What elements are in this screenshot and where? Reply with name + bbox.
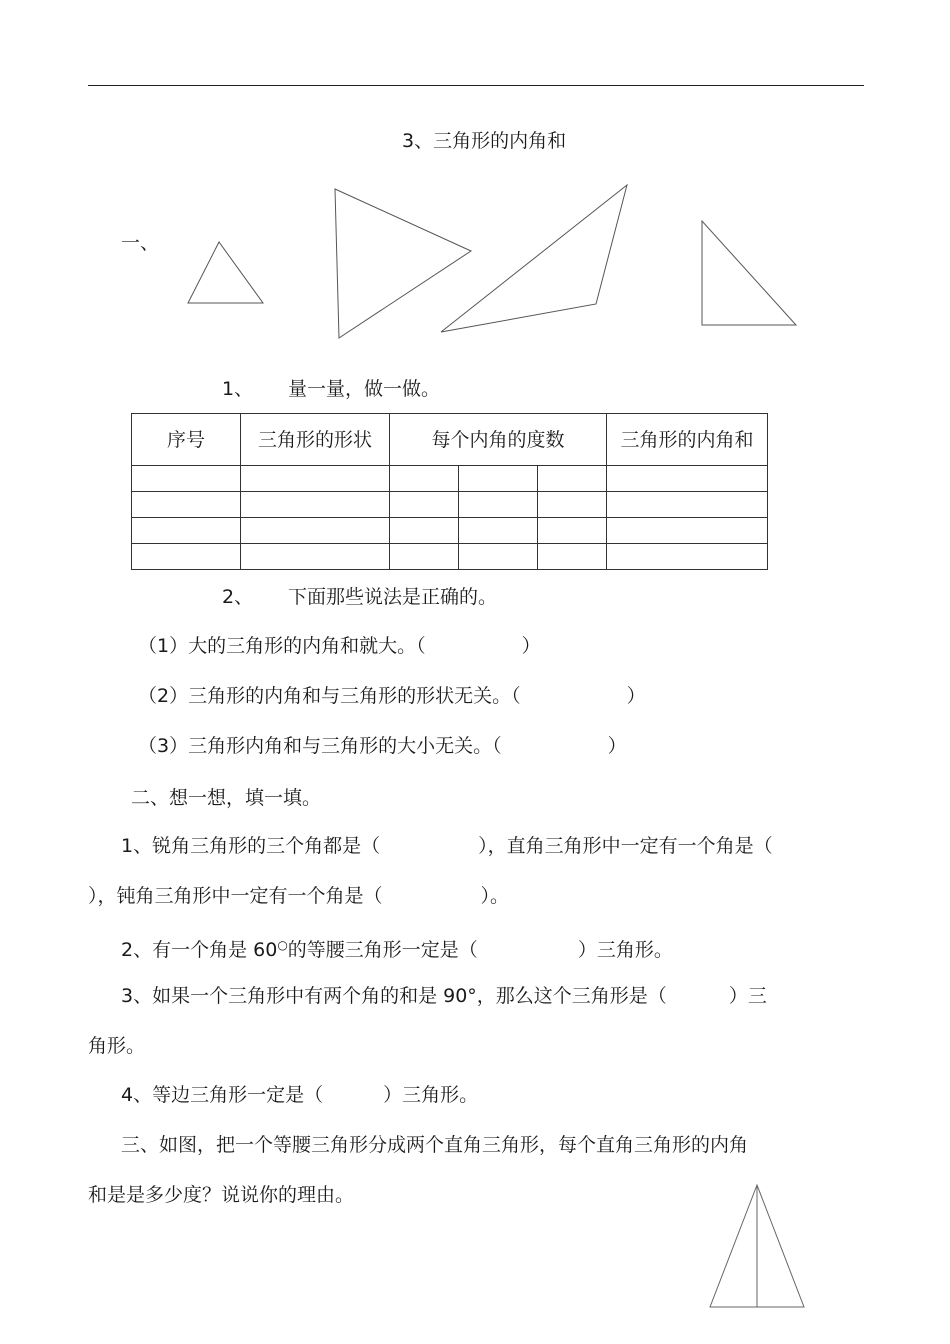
statement-2: （2）三角形的内角和与三角形的形状无关。（ ） [138,685,646,707]
section2-heading: 二、想一想，填一填。 [131,787,322,809]
statement-3: （3）三角形内角和与三角形的大小无关。（ ） [138,735,627,757]
q4: 4、等边三角形一定是（ ）三角形。 [121,1084,479,1106]
header-index: 序号 [132,414,241,466]
statement-1: （1）大的三角形的内角和就大。（ ） [138,635,541,657]
q1-line2: ），钝角三角形中一定有一个角是（ ）。 [88,885,510,907]
section3-line1: 三、如图，把一个等腰三角形分成两个直角三角形，每个直角三角形的内角 [121,1134,749,1156]
task2-number: 2、 [222,586,254,608]
q2: 2、有一个角是 60○的等腰三角形一定是（ ）三角形。 [121,938,673,961]
header-angle-sum: 三角形的内角和 [607,414,768,466]
header-angles: 每个内角的度数 [390,414,607,466]
section1-label: 一、 [121,232,160,254]
q3-line1: 3、如果一个三角形中有两个角的和是 90°，那么这个三角形是（ ）三 [121,985,767,1007]
task2-text: 下面那些说法是正确的。 [288,586,498,608]
q1-line1: 1、锐角三角形的三个角都是（ ），直角三角形中一定有一个角是（ [121,835,773,857]
q3-line2: 角形。 [88,1035,146,1057]
page-title: 3、三角形的内角和 [402,130,567,152]
header-shape: 三角形的形状 [241,414,390,466]
section3-line2: 和是是多少度？说说你的理由。 [88,1184,355,1206]
task1-number: 1、 [222,378,254,400]
task1-text: 量一量，做一做。 [288,378,441,400]
